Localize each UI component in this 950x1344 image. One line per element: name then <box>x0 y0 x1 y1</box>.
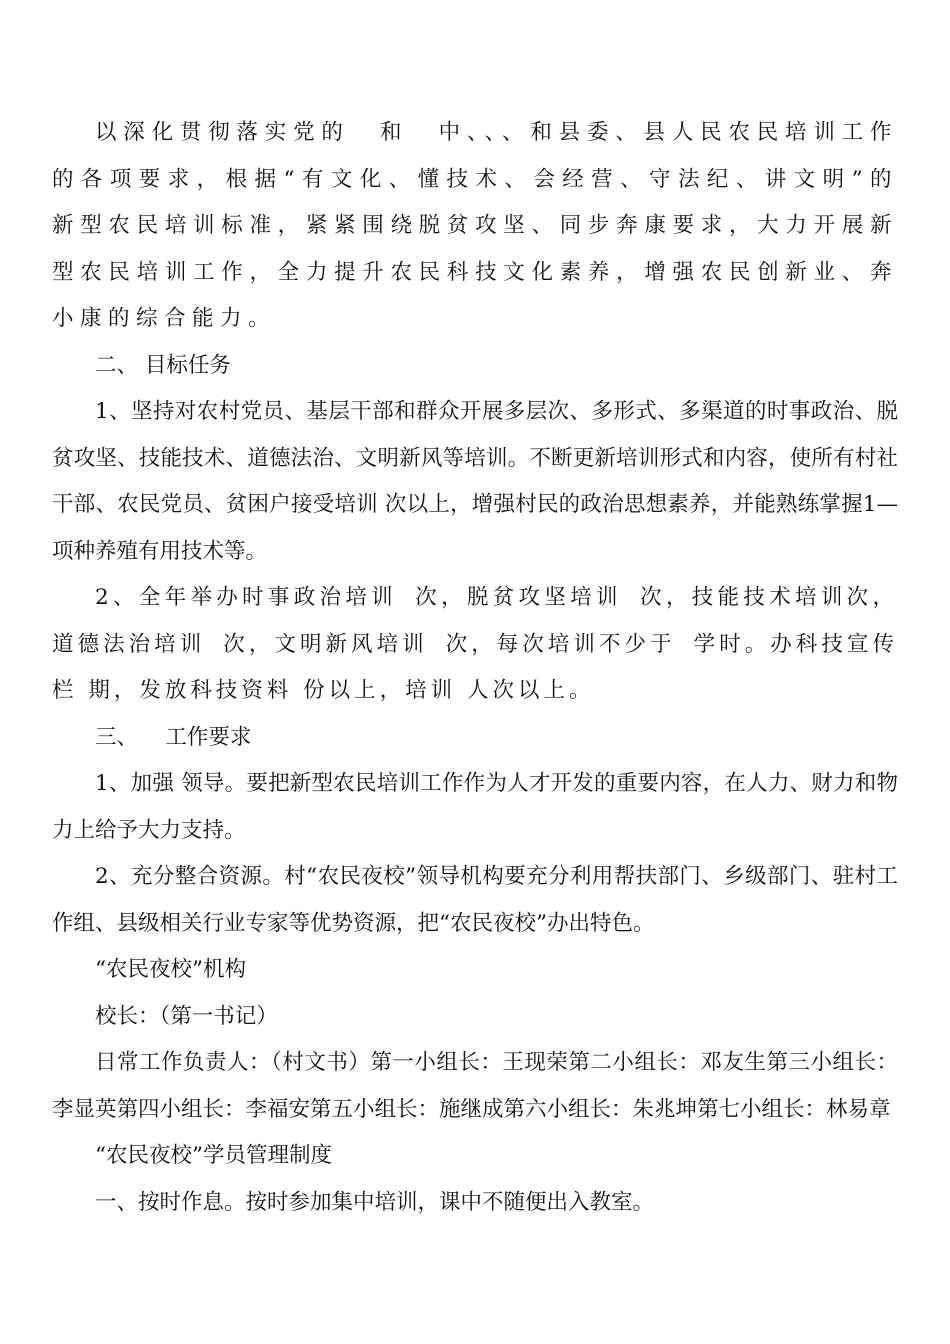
intro-text-part-3: 中、、、和县委、县人民农民培训工作的各项要求，根据“有文化、懂技术、会经营、守法纪、讲文明”的新型农民培训标准，紧紧围绕脱贫攻坚、同步奔康要求，大力开展新型农民培训工作，全力提升农民科技文化素养，增强农民创新业、奔小康的综合能力。 <box>52 120 898 331</box>
rule-item-1: 一、按时作息。按时参加集中培训，课中不随便出入教室。 <box>95 1189 655 1215</box>
goal-item-2-part-6: 学时。办科技宣传栏 期，发放科技资料 份以上，培训 人次以上。 <box>52 631 898 703</box>
heading-student-rules: “农民夜校”学员管理制度 <box>95 1143 332 1168</box>
requirement-item-2: 2、充分整合资源。村“农民夜校”领导机构要充分利用帮扶部门、乡级部门、驻村工作组、县级相关行业专家等优势资源，把“农民夜校”办出特色。 <box>52 864 898 936</box>
requirement-item-1: 1、加强 领导。要把新型农民培训工作作为人才开发的重要内容，在人力、财力和物力上给予大力支持。 <box>52 771 898 843</box>
intro-text-part-1: 以深化贯彻落实党的 <box>95 120 350 145</box>
principal-line: 校长：（第一书记） <box>95 1003 278 1029</box>
staff-list-paragraph: 日常工作负责人：（村文书）第一小组长：王现荣第二小组长：邓友生第三小组长：李显英第四小组长：李福安第五小组长：施继成第六小组长：朱兆坤第七小组长：林易章 <box>52 1050 898 1122</box>
intro-text-part-2: 和 <box>379 120 409 145</box>
goal-item-2 <box>52 575 898 715</box>
heading-night-school-org: “农民夜校”机构 <box>95 957 246 982</box>
goal-item-2-part-1: 2、全年举办时事政治培训 <box>95 585 397 610</box>
goal-item-1: 1、坚持对农村党员、基层干部和群众开展多层次、多形式、多渠道的时事政治、脱贫攻坚、技能技术、道德法治、文明新风等培训。不断更新培训形式和内容，使所有村社干部、农民党员、贫困户接受培训 次以上，增强村民的政治思想素养，并能熟练掌握1—项种养殖有用技术等。 <box>52 399 898 564</box>
section-heading-goals: 二、 目标任务 <box>95 352 231 378</box>
goal-item-2-part-3: 次，技能技术培训次，道德法治培训 <box>52 585 898 657</box>
goal-item-2-part-2: 次，脱贫攻坚培训 <box>414 585 622 610</box>
goal-item-2-part-5: 次，每次培训不少于 <box>445 631 676 657</box>
section-heading-requirements: 三、 工作要求 <box>95 724 252 750</box>
goal-item-2-part-4: 次，文明新风培训 <box>223 631 428 657</box>
intro-paragraph <box>52 110 898 343</box>
